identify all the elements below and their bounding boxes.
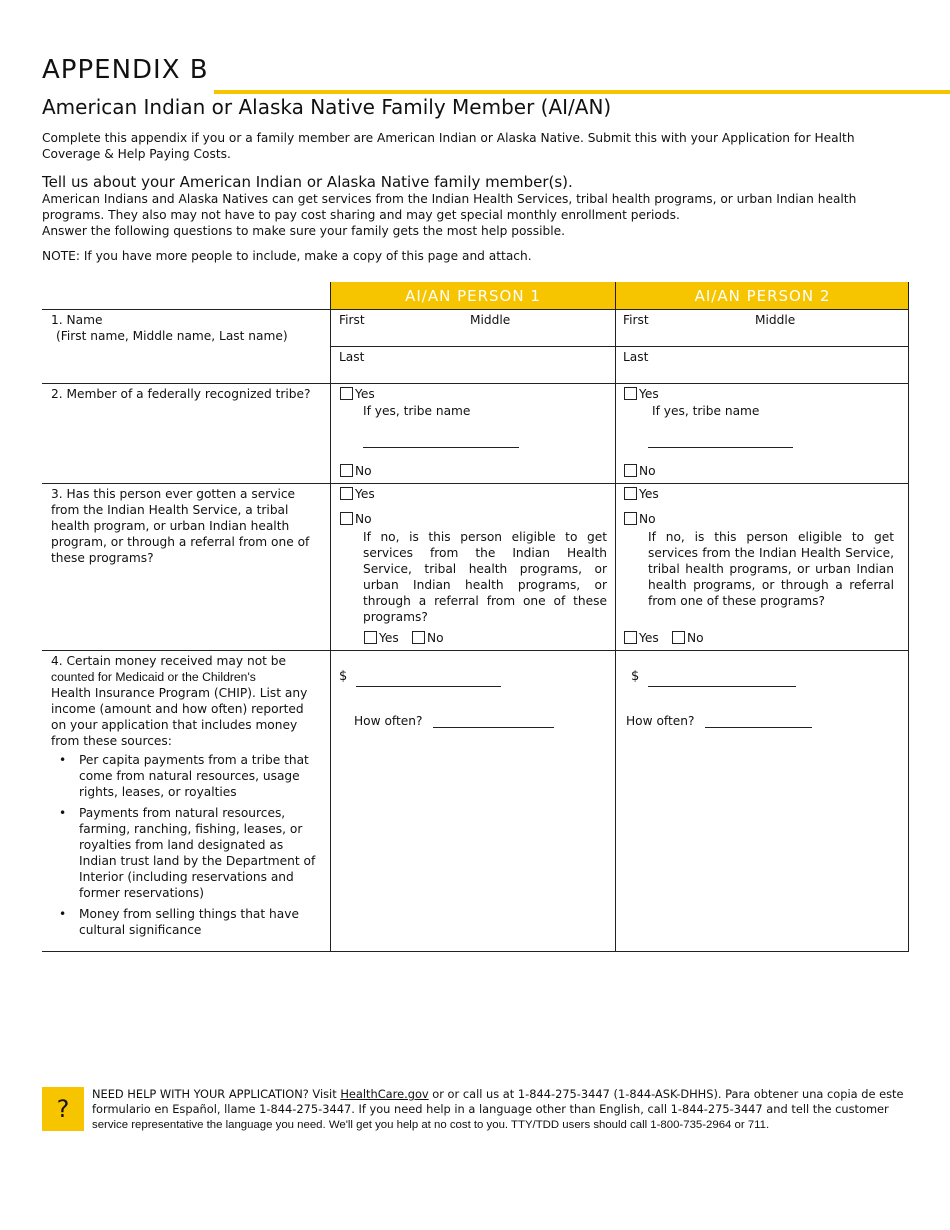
row-divider (42, 483, 909, 484)
p2-how-often-label: How often? (626, 714, 695, 728)
q4-label-2: counted for Medicaid or the Children's (51, 670, 256, 684)
checkbox[interactable] (340, 512, 353, 525)
q4-label-1: 4. Certain money received may not be (51, 654, 287, 668)
list-item: • Money from selling things that have cultural significance (51, 906, 321, 938)
p2-last-name-field[interactable] (616, 347, 908, 383)
p2-eligible-yes[interactable]: Yes (624, 630, 659, 646)
checkbox[interactable] (672, 631, 685, 644)
p1-service-yes[interactable]: Yes (340, 486, 375, 502)
row-divider (42, 383, 909, 384)
checkbox[interactable] (340, 487, 353, 500)
section-body (42, 191, 902, 239)
intro-text: Complete this appendix if you or a family member are American Indian or Alaska Native. Submit this with your Application for Health Coverage & Help Paying Costs. (42, 131, 855, 161)
row-divider (42, 650, 909, 651)
p1-middle-label: Middle (470, 313, 511, 327)
person2-header: AI/AN PERSON 2 (616, 282, 909, 309)
p1-tribe-yes[interactable]: Yes (340, 386, 375, 402)
p2-service-no[interactable]: No (624, 511, 656, 527)
p1-followup: If no, is this person eligible to get services from the Indian Health Service, tribal health programs, or urban Indian health programs, or through a referral from one of these programs? (363, 530, 607, 624)
p2-dollar-sign: $ (631, 669, 640, 684)
p2-last-label: Last (623, 350, 649, 364)
p2-service-yes[interactable]: Yes (624, 486, 659, 502)
checkbox[interactable] (624, 631, 637, 644)
p1-first-label: First (339, 313, 365, 327)
help-rest-1: or or call us at 1-844-275-3447 (1-844-ASK-DHHS). Para obtener una copia de este formulario en Español, llame 1-844-275-3447. If you need help in a language other than English, call 1-844-275-3447 and tell the customer (92, 1087, 904, 1116)
p1-tribe-no[interactable]: No (340, 463, 372, 479)
p1-last-name-field[interactable] (331, 347, 615, 383)
p2-amount-field[interactable] (648, 686, 796, 687)
table-bottom-border (42, 951, 909, 952)
p1-amount-field[interactable] (356, 686, 501, 687)
p1-how-often-field[interactable] (433, 727, 554, 728)
q2-label: 2. Member of a federally recognized tribe? (51, 387, 311, 401)
p1-last-label: Last (339, 350, 365, 364)
appendix-title: APPENDIX B (42, 55, 209, 85)
note-text: NOTE: If you have more people to include, make a copy of this page and attach. (42, 249, 532, 263)
checkbox[interactable] (624, 464, 637, 477)
checkbox[interactable] (412, 631, 425, 644)
section-body-2: Answer the following questions to make sure your family gets the most help possible. (42, 224, 566, 238)
section-body-1: American Indians and Alaska Natives can get services from the Indian Health Services, tribal health programs, or urban Indian health programs. They also may not have to pay cost sharing and may get special monthly enrollment periods. (42, 192, 857, 222)
page-title: American Indian or Alaska Native Family Member (AI/AN) (42, 95, 612, 119)
p2-how-often-field[interactable] (705, 727, 812, 728)
p1-eligible-no[interactable]: No (412, 630, 444, 646)
q1-label: 1. Name (51, 313, 103, 327)
p2-middle-label: Middle (755, 313, 796, 327)
section-heading: Tell us about your American Indian or Alaska Native family member(s). (42, 173, 573, 191)
healthcare-gov-link[interactable]: HealthCare.gov (340, 1087, 429, 1101)
checkbox[interactable] (624, 512, 637, 525)
p1-tribe-prompt: If yes, tribe name (363, 404, 471, 418)
p1-name-field[interactable] (331, 310, 615, 346)
help-rest-2: service representative the language you need. We'll get you help at no cost to you. TTY/TDD users should call 1-800-735-2964 or 711. (92, 1119, 770, 1131)
checkbox[interactable] (340, 464, 353, 477)
q4-label (51, 653, 321, 943)
p1-eligible-yes[interactable]: Yes (364, 630, 399, 646)
help-icon: ? (42, 1087, 84, 1131)
p2-eligible-no[interactable]: No (672, 630, 704, 646)
checkbox[interactable] (364, 631, 377, 644)
q3-label: 3. Has this person ever gotten a service from the Indian Health Service, a tribal health program, or urban Indian health program, or through a referral from one of these programs? (51, 487, 310, 565)
checkbox[interactable] (340, 387, 353, 400)
checkbox[interactable] (624, 387, 637, 400)
p1-dollar-sign: $ (339, 669, 348, 684)
help-lead: NEED HELP WITH YOUR APPLICATION? Visit (92, 1087, 341, 1101)
help-text (92, 1087, 904, 1133)
q1-sublabel: (First name, Middle name, Last name) (56, 329, 288, 343)
p2-tribe-yes[interactable]: Yes (624, 386, 659, 402)
p2-name-field[interactable] (616, 310, 908, 346)
table-right-border (908, 282, 909, 952)
p1-tribe-name-field[interactable] (363, 447, 519, 448)
q4-label-3: Health Insurance Program (CHIP). List any income (amount and how often) reported on your application that includes money from these sources: (51, 686, 308, 748)
p2-tribe-name-field[interactable] (648, 447, 793, 448)
p1-how-often-label: How often? (354, 714, 423, 728)
p2-followup: If no, is this person eligible to get services from the Indian Health Service, tribal health programs, or urban Indian health programs, or through a referral from one of these programs? (648, 530, 894, 608)
p1-service-no[interactable]: No (340, 511, 372, 527)
p2-tribe-prompt: If yes, tribe name (652, 404, 760, 418)
list-item: • Payments from natural resources, farming, ranching, fishing, leases, or royalties from land designated as Indian trust land by the Department of Interior (including reservations and former reservations) (51, 805, 321, 901)
p2-tribe-no[interactable]: No (624, 463, 656, 479)
person1-header: AI/AN PERSON 1 (331, 282, 615, 309)
checkbox[interactable] (624, 487, 637, 500)
p2-first-label: First (623, 313, 649, 327)
list-item: • Per capita payments from a tribe that come from natural resources, usage rights, leases, or royalties (51, 752, 321, 800)
q4-bullet-list (51, 752, 321, 938)
